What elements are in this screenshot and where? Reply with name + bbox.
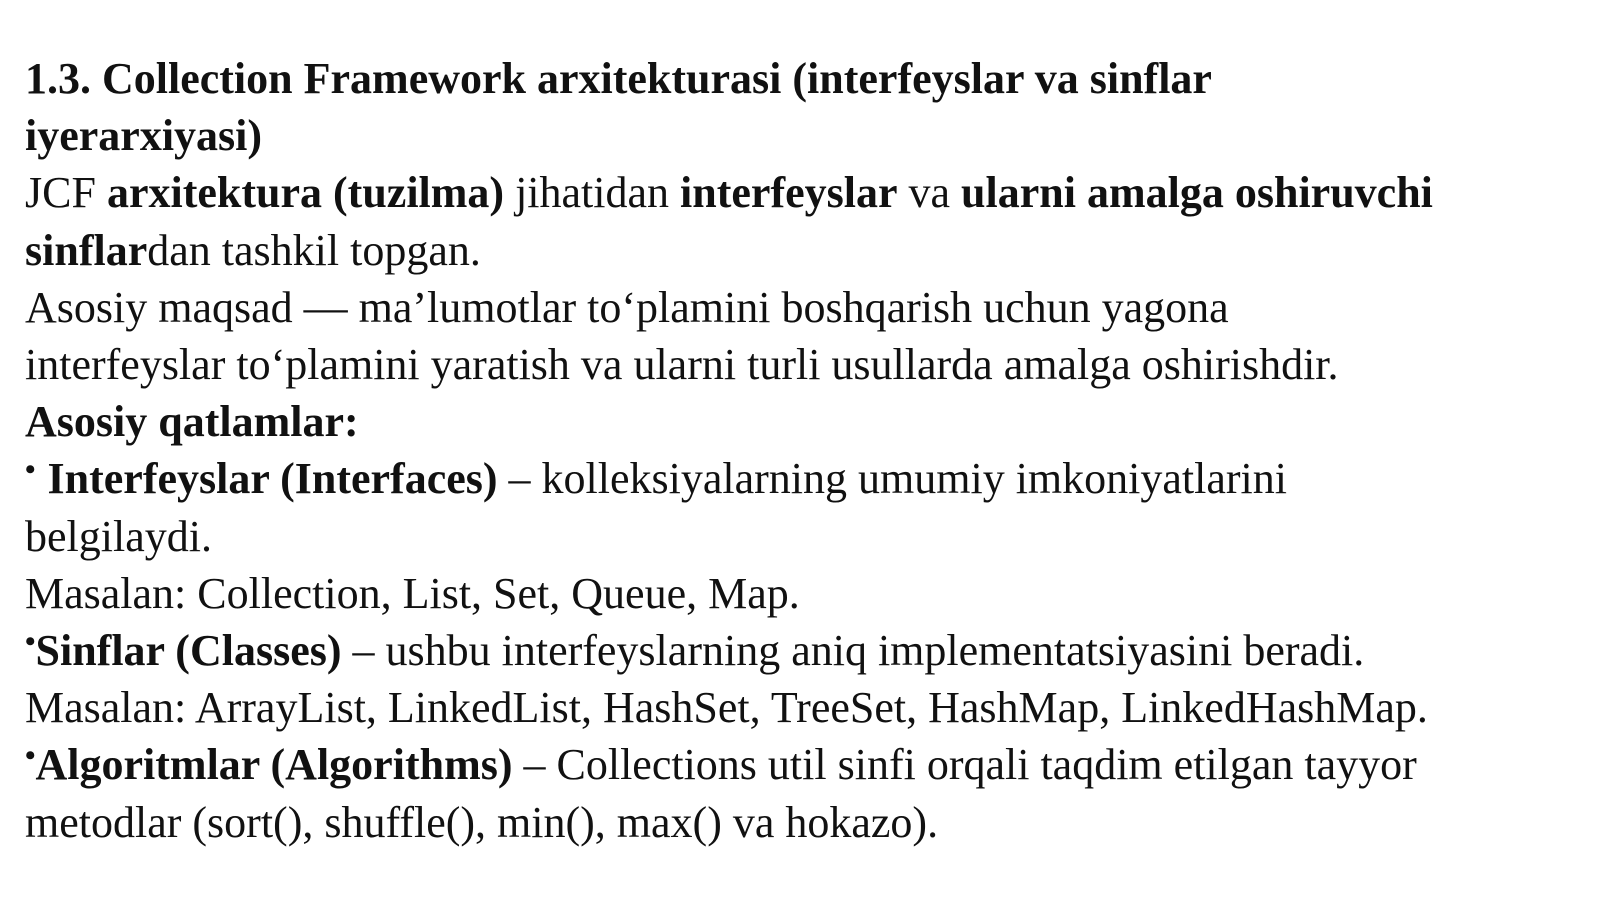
intro-bold-implementers: ularni amalga oshiruvchi [961,168,1433,218]
layer-classes-desc: – ushbu interfeyslarning aniq implementatsiyasini beradi. [341,626,1365,676]
heading-line-1: 1.3. Collection Framework arxitekturasi (interfeyslar va sinflar [25,54,1212,103]
layer-algorithms-desc: – Collections util sinfi orqali taqdim etilgan tayyor [512,740,1417,790]
layer-classes-example: Masalan: ArrayList, LinkedList, HashSet, TreeSet, HashMap, LinkedHashMap. [25,683,1428,733]
layer-algorithms-desc-cont: metodlar (sort(), shuffle(), min(), max() va hokazo). [25,797,939,847]
intro-text: va [897,168,962,218]
intro-text: JCF [25,168,107,218]
layer-interfaces-desc: – kolleksiyalarning umumiy imkoniyatlarini [497,454,1287,504]
heading-line-2: iyerarxiyasi) [25,111,263,161]
bullet-icon: • [25,453,36,487]
layer-classes [25,622,1585,679]
intro-bold-classes: sinflar [25,225,148,275]
intro-bold-architecture: arxitektura (tuzilma) [106,168,505,218]
layers-title: Asosiy qatlamlar: [25,397,359,447]
bullet-icon: • [25,739,36,773]
goal-line-1: Asosiy maqsad — ma’lumotlar to‘plamini boshqarish uchun yagona [25,282,1229,332]
intro-text: dan tashkil topgan. [147,225,481,275]
layer-interfaces-desc-cont: belgilaydi. [25,511,212,561]
intro-line-1 [25,164,1585,221]
layer-interfaces-example: Masalan: Collection, List, Set, Queue, Map. [25,568,800,618]
layer-interfaces [25,450,1585,507]
intro-bold-interfaces: interfeyslar [680,168,898,218]
slide-content [25,50,1585,851]
intro-line-2 [25,222,1585,279]
layer-algorithms [25,736,1585,793]
bullet-icon: • [25,625,36,659]
layer-algorithms-title: Algoritmlar (Algorithms) [35,740,513,790]
layer-interfaces-title: Interfeyslar (Interfaces) [47,454,498,504]
layer-classes-title: Sinflar (Classes) [35,626,342,676]
intro-text: jihatidan [504,168,681,218]
goal-line-2: interfeyslar to‘plamini yaratish va ularni turli usullarda amalga oshirishdir. [25,340,1339,390]
